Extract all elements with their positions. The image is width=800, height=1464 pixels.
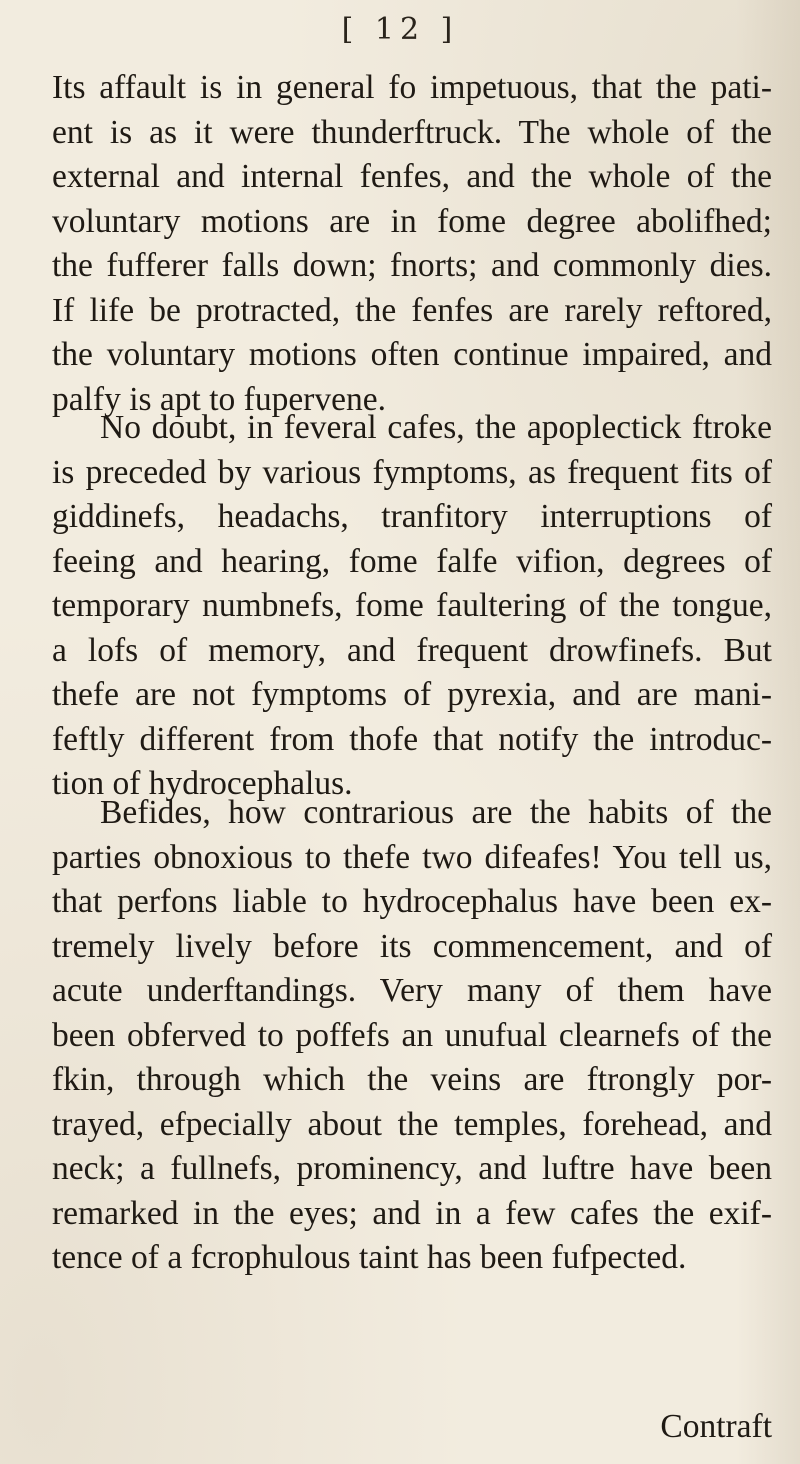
page-number: [ 12 ]: [341, 12, 459, 47]
text-line: voluntary motions are in fome degree abolifhed;: [52, 202, 772, 240]
text-line: tence of a fcrophulous taint has been fufpected.: [52, 1239, 687, 1276]
text-line: acute underftandings. Very many of them have: [52, 972, 772, 1009]
text-line: ent is as it were thunderftruck. The whole of the: [52, 113, 772, 151]
text-line: palfy is apt to fupervene.: [52, 380, 386, 418]
paragraph-3: [52, 791, 772, 1281]
text-line: the voluntary motions often continue impaired, and: [52, 336, 772, 373]
text-line: No doubt, in feveral cafes, the apoplectick ftroke: [100, 409, 772, 446]
text-line: feftly different from thofe that notify the introduc-: [52, 720, 772, 758]
text-line: giddinefs, headachs, tranfitory interruptions of: [52, 498, 772, 535]
text-line: parties obnoxious to thefe two difeafes! You tell us,: [52, 838, 772, 876]
text-line: that perfons liable to hydrocephalus have been ex-: [52, 883, 772, 920]
text-line: temporary numbnefs, fome faultering of the tongue,: [52, 587, 772, 624]
text-line: fkin, through which the veins are ftrongly por-: [52, 1061, 772, 1098]
text-line: thefe are not fymptoms of pyrexia, and are mani-: [52, 676, 772, 713]
text-line: remarked in the eyes; and in a few cafes the exif-: [52, 1194, 772, 1232]
text-line: If life be protracted, the fenfes are rarely reftored,: [52, 291, 772, 329]
text-line: tremely lively before its commencement, and of: [52, 927, 772, 965]
text-line: tion of hydrocephalus.: [52, 765, 353, 802]
catchword: Contraft: [660, 1408, 772, 1445]
text-line: been obferved to poffefs an unufual clearnefs of the: [52, 1016, 772, 1054]
text-line: external and internal fenfes, and the whole of the: [52, 158, 772, 195]
paragraph-2: [52, 406, 772, 807]
text-line: a lofs of memory, and frequent drowfinefs. But: [52, 631, 772, 669]
text-line: neck; a fullnefs, prominency, and luftre have been: [52, 1150, 772, 1187]
text-line: Befides, how contrarious are the habits of the: [100, 794, 772, 831]
text-line: trayed, efpecially about the temples, forehead, and: [52, 1105, 772, 1143]
text-line: the fufferer falls down; fnorts; and commonly dies.: [52, 247, 772, 284]
paragraph-1: [52, 66, 772, 422]
text-line: Its affault is in general fo impetuous, that the pati-: [52, 69, 772, 106]
text-line: feeing and hearing, fome falfe vifion, degrees of: [52, 542, 772, 580]
text-line: is preceded by various fymptoms, as frequent fits of: [52, 453, 772, 491]
